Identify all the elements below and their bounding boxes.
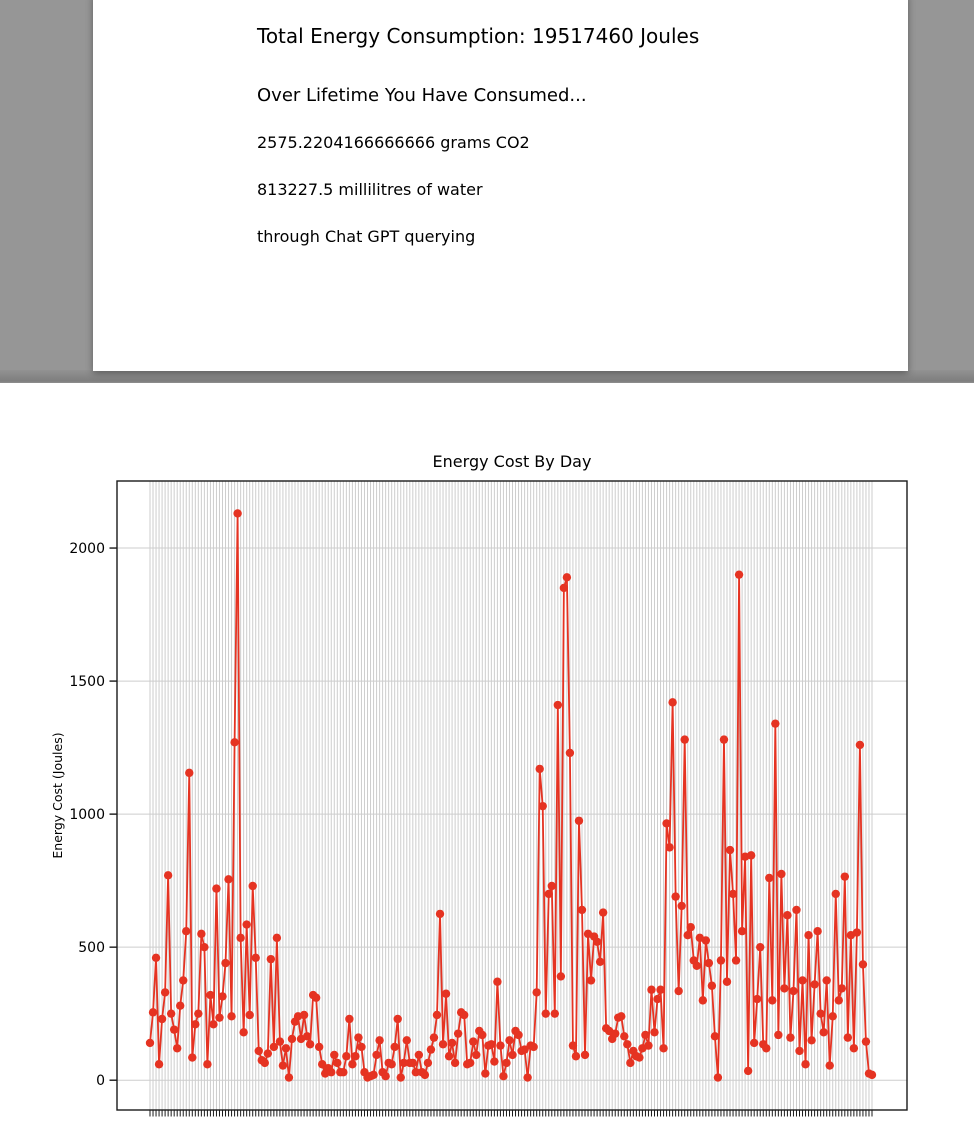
- desktop-background: [0, 0, 974, 383]
- summary-card: [93, 0, 908, 371]
- chart-canvas: [0, 384, 974, 1120]
- summary-card-content: [93, 0, 908, 247]
- y-axis-tick-labels: [69, 541, 105, 1089]
- y-axis-label: Energy Cost (Joules): [50, 732, 65, 859]
- y-tick-label: 0: [96, 1073, 105, 1090]
- energy-cost-by-day-chart: [0, 384, 974, 1120]
- x-axis-tick-marks: [150, 1110, 872, 1117]
- water-consumed-line: 813227.5 millilitres of water: [257, 180, 483, 200]
- y-axis-tick-marks: [110, 548, 118, 1080]
- y-tick-label: 2000: [69, 541, 105, 558]
- y-tick-label: 500: [78, 940, 105, 957]
- co2-consumed-line: 2575.2204166666666 grams CO2: [257, 132, 530, 152]
- chart-title: Energy Cost By Day: [432, 452, 592, 471]
- chatgpt-querying-line: through Chat GPT querying: [257, 227, 476, 247]
- window-edge-shadow: [0, 370, 974, 383]
- y-tick-label: 1500: [69, 674, 105, 691]
- total-energy-title: Total Energy Consumption: 19517460 Joules: [257, 24, 700, 48]
- y-tick-label: 1000: [69, 807, 105, 824]
- lifetime-subtitle: Over Lifetime You Have Consumed...: [257, 85, 587, 106]
